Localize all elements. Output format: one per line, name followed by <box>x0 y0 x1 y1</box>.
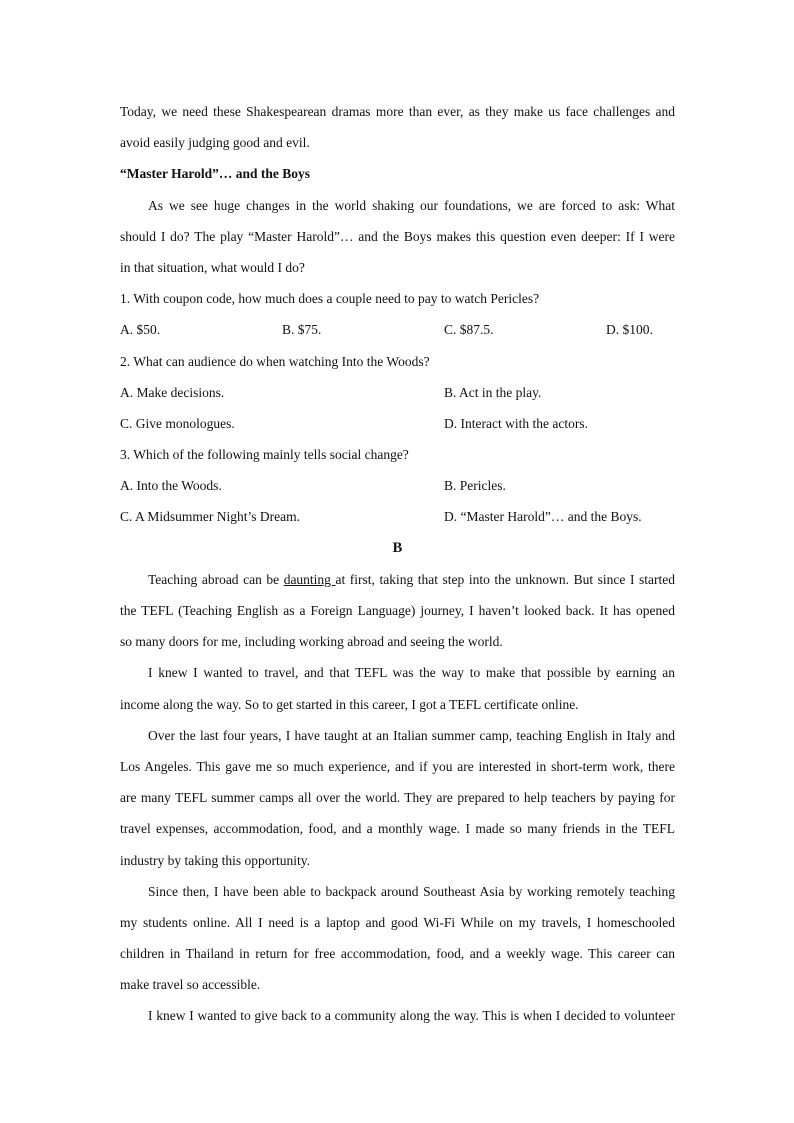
question-stem: 2. What can audience do when watching Into the Woods? <box>120 353 430 369</box>
option-b: B. Pericles. <box>444 478 506 494</box>
option-a: A. Into the Woods. <box>120 478 222 494</box>
question-options <box>120 377 675 408</box>
paragraph-line: Los Angeles. This gave me so much experience, and if you are interested in short-term work, there <box>120 758 675 774</box>
paragraph-line: in that situation, what would I do? <box>120 259 305 275</box>
question-options <box>120 470 675 501</box>
option-c: C. A Midsummer Night’s Dream. <box>120 509 300 525</box>
paragraph-line: should I do? The play “Master Harold”… and the Boys makes this question even deeper: If I were <box>120 228 675 244</box>
document-page <box>120 96 675 1032</box>
option-d: D. Interact with the actors. <box>444 415 588 431</box>
question-options <box>120 501 675 532</box>
option-a: A. Make decisions. <box>120 384 225 400</box>
paragraph-line: are many TEFL summer camps all over the world. They are prepared to help teachers by paying for <box>120 790 675 806</box>
section-label: B <box>392 539 403 556</box>
paragraph-line: I knew I wanted to travel, and that TEFL was the way to make that possible by earning an <box>148 665 675 681</box>
paragraph-line <box>120 564 675 595</box>
option-c: C. Give monologues. <box>120 415 235 431</box>
option-b: B. $75. <box>282 322 322 338</box>
paragraph-line: industry by taking this opportunity. <box>120 852 310 868</box>
paragraph-line: Today, we need these Shakespearean dramas more than ever, as they make us face challenges and <box>120 104 675 119</box>
option-d: D. “Master Harold”… and the Boys. <box>444 509 642 525</box>
question-options <box>120 314 675 345</box>
paragraph-line: As we see huge changes in the world shaking our foundations, we are forced to ask: What <box>148 197 675 213</box>
section-heading: “Master Harold”… and the Boys <box>120 166 311 182</box>
paragraph-line: so many doors for me, including working abroad and seeing the world. <box>120 634 503 650</box>
question-stem: 3. Which of the following mainly tells social change? <box>120 447 409 463</box>
paragraph-line: Over the last four years, I have taught at an Italian summer camp, teaching English in Italy and <box>148 727 675 743</box>
option-d: D. $100. <box>606 322 653 338</box>
paragraph-line: avoid easily judging good and evil. <box>120 135 310 151</box>
underlined-word: daunting <box>283 571 336 587</box>
paragraph-line: Since then, I have been able to backpack around Southeast Asia by working remotely teaching <box>148 883 675 899</box>
paragraph-line: travel expenses, accommodation, food, and a monthly wage. I made so many friends in the TEFL <box>120 821 675 837</box>
paragraph-line: the TEFL (Teaching English as a Foreign Language) journey, I haven’t looked back. It has opened <box>120 603 675 618</box>
paragraph-line: my students online. All I need is a laptop and good Wi-Fi While on my travels, I homeschooled <box>120 914 675 930</box>
paragraph-line: children in Thailand in return for free accommodation, food, and a weekly wage. This career can <box>120 946 675 962</box>
question-options <box>120 408 675 439</box>
text-run: Teaching abroad can be <box>148 571 284 587</box>
option-c: C. $87.5. <box>444 322 494 338</box>
paragraph-line: make travel so accessible. <box>120 977 261 993</box>
paragraph-line: income along the way. So to get started in this career, I got a TEFL certificate online. <box>120 696 579 712</box>
question-stem: 1. With coupon code, how much does a couple need to pay to watch Pericles? <box>120 291 540 307</box>
text-run: at first, taking that step into the unknown. But since I started <box>335 571 675 587</box>
paragraph-line: I knew I wanted to give back to a community along the way. This is when I decided to volunteer <box>148 1008 675 1024</box>
option-b: B. Act in the play. <box>444 384 542 400</box>
option-a: A. $50. <box>120 322 161 338</box>
